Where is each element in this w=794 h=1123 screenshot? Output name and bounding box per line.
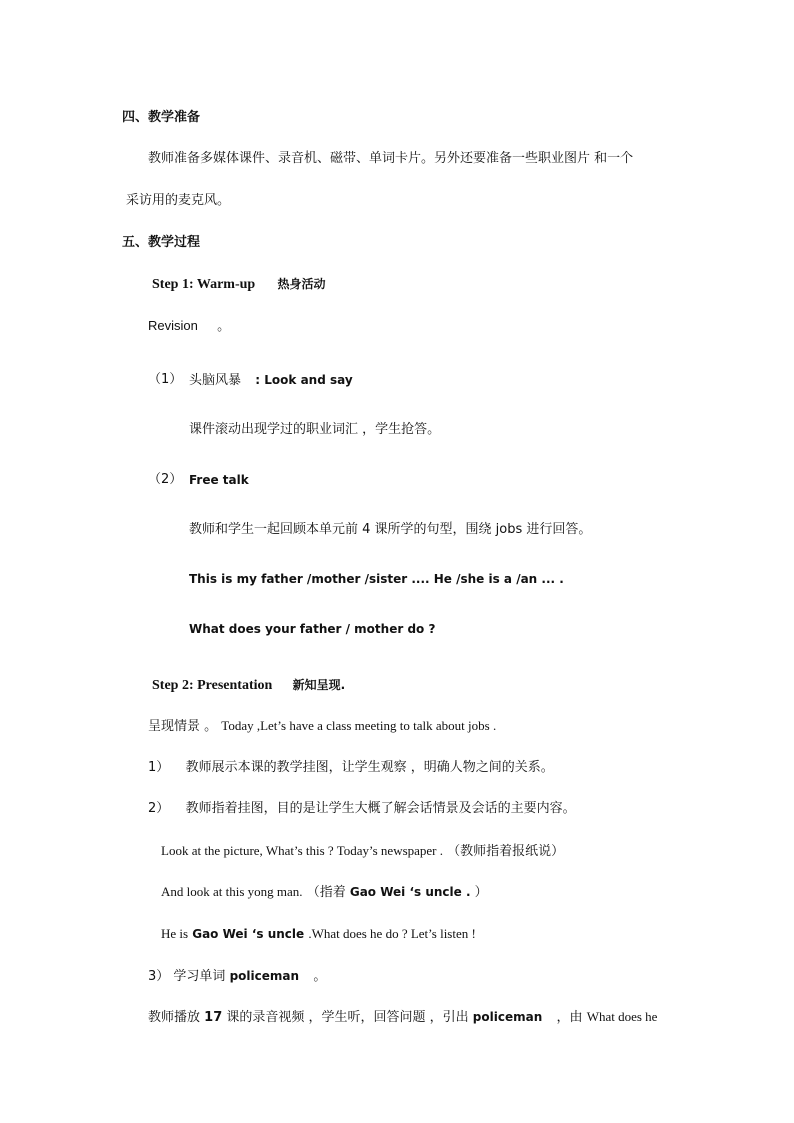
item2-sentence2: What does your father / mother do ? xyxy=(189,622,436,636)
revision-mark: 。 xyxy=(217,318,231,333)
point3-number: 3） xyxy=(148,969,170,984)
item1-english: : Look and say xyxy=(255,373,353,387)
point3-mark: 。 xyxy=(313,969,327,984)
point4-line xyxy=(148,1008,657,1027)
step2-title: Step 2: Presentation xyxy=(152,678,273,693)
point4-part-d: What does he xyxy=(586,1009,658,1024)
scene-line xyxy=(148,717,496,736)
step1-title-line xyxy=(152,275,326,294)
dialog3-post: .What does he do ? Let’s listen ! xyxy=(308,926,476,941)
point2-line xyxy=(148,800,576,818)
point1-line xyxy=(148,759,554,777)
step2-title-cn: 新知呈现. xyxy=(292,678,346,692)
point2-text: 教师指着挂图，目的是让学生大概了解会话情景及会话的主要内容。 xyxy=(185,801,576,816)
dialog3-pre: He is xyxy=(161,926,189,941)
dialog1-chinese: （教师指着报纸说） xyxy=(447,844,565,859)
point4-part-b: 课的录音视频 ，学生听，回答问题 ，引出 xyxy=(226,1010,469,1025)
dialog2-name: Gao Wei ‘s uncle . xyxy=(349,885,471,899)
dialog2-line xyxy=(161,883,488,902)
point4-number: 17 xyxy=(204,1010,223,1025)
point3-word: policeman xyxy=(229,969,300,983)
step1-title-cn: 热身活动 xyxy=(277,277,326,291)
point3-line xyxy=(148,967,326,986)
item1-label: 头脑风暴 xyxy=(189,373,242,388)
dialog2-open: （指着 xyxy=(306,885,346,900)
section4-paragraph-line2: 采访用的麦克风。 xyxy=(126,193,231,208)
section4-heading: 四、教学准备 xyxy=(122,110,201,125)
dialog2-close: ） xyxy=(474,885,488,900)
section4-paragraph-line1: 教师准备多媒体课件、录音机、磁带、单词卡片。另外还要准备一些职业图片 和一个 xyxy=(148,151,634,166)
point1-number: 1） xyxy=(148,760,170,775)
item2-description: 教师和学生一起回顾本单元前 4 课所学的句型，围绕 jobs 进行回答。 xyxy=(189,522,592,537)
point2-number: 2） xyxy=(148,801,170,816)
item1-number: （1） xyxy=(148,372,183,387)
item2-number: （2） xyxy=(148,472,183,487)
item1-line xyxy=(189,371,353,390)
point4-word: policeman xyxy=(472,1010,543,1024)
dialog1-line xyxy=(161,842,564,861)
step2-title-line xyxy=(152,676,345,695)
item2-label: Free talk xyxy=(189,473,249,487)
revision-label: Revision xyxy=(148,318,198,333)
step1-title: Step 1: Warm-up xyxy=(152,277,256,292)
scene-en: Today ,Let’s have a class meeting to talk about jobs . xyxy=(221,718,497,733)
point4-part-c: ，由 xyxy=(556,1010,583,1025)
item2-sentence1: This is my father /mother /sister .... He /she is a /an ... . xyxy=(189,572,564,586)
point3-text: 学习单词 xyxy=(173,969,226,984)
point1-text: 教师展示本课的教学挂图，让学生观察 ，明确人物之间的关系。 xyxy=(185,760,554,775)
item1-description: 课件滚动出现学过的职业词汇 ，学生抢答。 xyxy=(189,422,441,437)
revision-line xyxy=(148,317,230,335)
section5-heading: 五、教学过程 xyxy=(122,235,201,250)
point4-part-a: 教师播放 xyxy=(148,1010,201,1025)
dialog2-english: And look at this yong man. xyxy=(161,884,303,899)
dialog3-line xyxy=(161,925,476,944)
dialog1-english: Look at the picture, What’s this ? Today’s newspaper . xyxy=(161,843,444,858)
dialog3-name: Gao Wei ‘s uncle xyxy=(192,927,305,941)
scene-cn: 呈现情景 。 xyxy=(148,719,218,734)
